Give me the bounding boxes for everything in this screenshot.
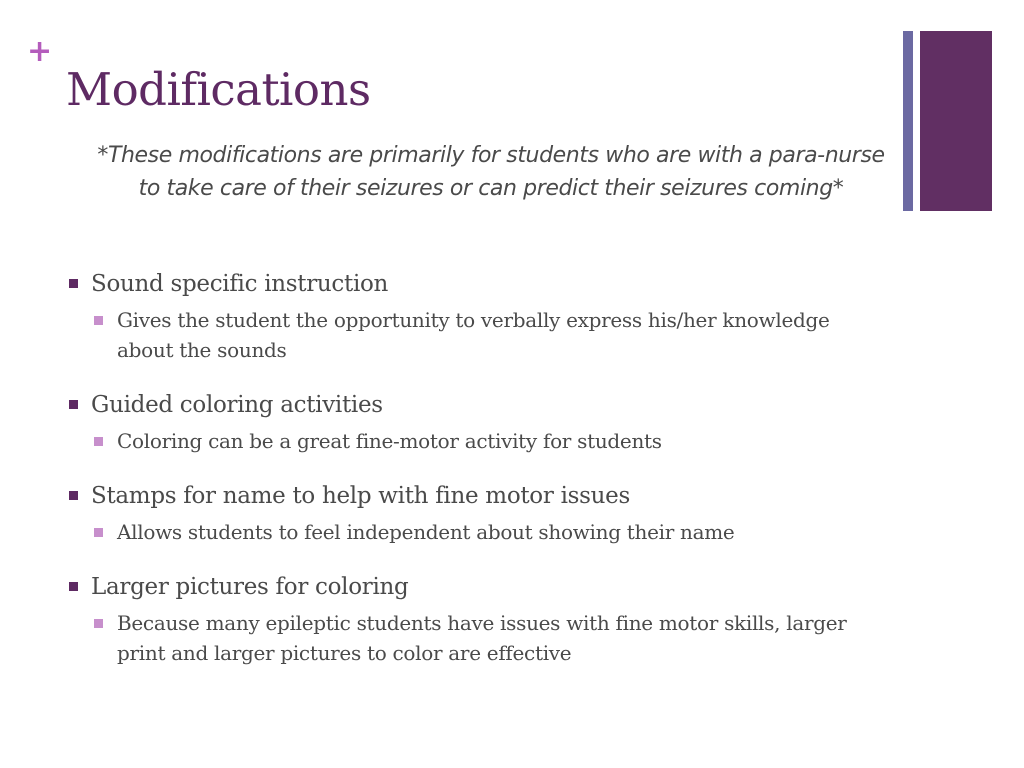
bullet-group <box>66 266 886 365</box>
bullet-heading: Sound specific instruction <box>91 271 389 297</box>
bullet-group <box>66 387 886 456</box>
sub-bullet-item <box>94 608 886 668</box>
bullet-item <box>66 569 886 605</box>
sub-bullet-text: Coloring can be a great fine-motor activity for students <box>117 429 662 453</box>
square-sub-bullet-icon <box>94 437 103 446</box>
bullet-item <box>66 266 886 302</box>
sub-bullet-item <box>94 426 886 456</box>
sub-bullet-item <box>94 305 886 365</box>
square-sub-bullet-icon <box>94 316 103 325</box>
bullet-heading: Larger pictures for coloring <box>91 574 409 600</box>
decorative-bar-thin <box>903 31 913 211</box>
slide-subtitle: *These modifications are primarily for students who are with a para-nurse to take care of their seizures or can predict their seizures coming* <box>97 143 885 201</box>
bullet-heading: Guided coloring activities <box>91 392 383 418</box>
plus-icon: + <box>27 34 53 69</box>
sub-bullet-text: Gives the student the opportunity to verbally express his/her knowledge about the sounds <box>117 308 830 362</box>
bullet-list <box>66 266 886 690</box>
square-bullet-icon <box>69 582 78 591</box>
bullet-item <box>66 478 886 514</box>
square-bullet-icon <box>69 400 78 409</box>
sub-bullet-text: Allows students to feel independent about showing their name <box>117 520 735 544</box>
square-sub-bullet-icon <box>94 528 103 537</box>
sub-bullet-item <box>94 517 886 547</box>
bullet-item <box>66 387 886 423</box>
slide-title: Modifications <box>66 63 371 116</box>
bullet-heading: Stamps for name to help with fine motor issues <box>91 483 630 509</box>
decorative-bar-thick <box>920 31 992 211</box>
sub-bullet-text: Because many epileptic students have issues with fine motor skills, larger print and larger pictures to color are effective <box>117 611 847 665</box>
square-bullet-icon <box>69 491 78 500</box>
bullet-group <box>66 569 886 668</box>
square-bullet-icon <box>69 279 78 288</box>
bullet-group <box>66 478 886 547</box>
square-sub-bullet-icon <box>94 619 103 628</box>
